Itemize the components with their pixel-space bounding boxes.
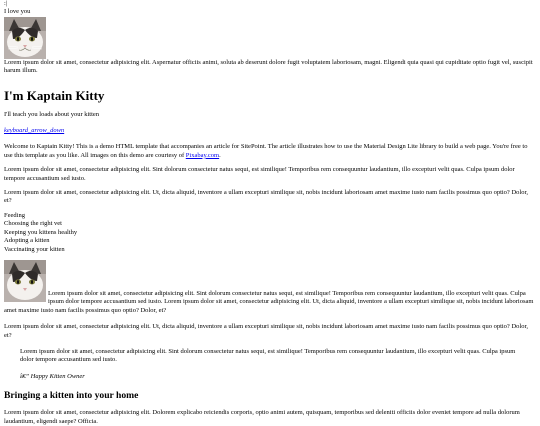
menu-icon[interactable]: :| [4,0,8,7]
welcome-paragraph [4,143,536,160]
love-text: I love you [4,8,31,16]
scroll-down-link[interactable]: keyboard_arrow_down [4,127,65,135]
topic-item: Vaccinating your kitten [4,245,65,253]
article-paragraph: Lorem ipsum dolor sit amet, consectetur adipisicing elit. Ut, dicta aliquid, inventore a ullam excepturi similique sit, nobis incidunt laboriosam amet maxime iusto nam facilis possimus quo optio? Dolor, et? [4,189,528,205]
testimonial-quote [20,348,520,381]
intro-paragraph: Lorem ipsum dolor sit amet, consectetur adipisicing elit. Aspernatur officiis animi, soluta ab deserunt dolore fugit voluptatem laboriosam, magni. Eligendi quia quasi qui cupiditate optio fugit vel, suscipit harum illum. [4,58,533,75]
article-paragraph: Lorem ipsum dolor sit amet, consectetur adipisicing elit. Sint dolorum consectetur natus sequi, est similique! Temporibus rem consequuntur laudantium, illo excepturi velit quas. Culpa ipsum dolor tempore accusantium sed iusto. Lorem ipsum dolor sit amet, consectetur adipisicing elit. Ut, dicta aliquid, inventore a ullam excepturi similique sit, nobis incidunt laboriosam amet maxime iusto nam facilis possimus quo optio? Dolor, et? [4,289,534,314]
page-title: I'm Kaptain Kitty [4,87,105,103]
quote-mark: â€” [20,372,30,380]
topic-item: Choosing the right vet [4,220,62,228]
kitten-avatar-image [4,17,46,59]
welcome-text-end: . [219,151,221,159]
quote-author: Happy Kitten Owner [30,372,85,380]
kitten-inline-image [4,260,46,302]
pixabay-link[interactable]: Pixabay.com [185,151,220,159]
section-heading: Bringing a kitten into your home [4,390,139,402]
article-figure-block [4,260,536,315]
topic-list [4,212,536,254]
article-paragraph: Lorem ipsum dolor sit amet, consectetur adipisicing elit. Dolorem explicabo reiciendis corporis, optio animi autem, quisquam, temporibus sed deleniti officiis dolor eveniet tempore ad nulla dolorum laudantium, eligendi saepe? Officia. [4,409,520,425]
welcome-text: Welcome to Kaptain Kitty! This is a demo HTML template that accompanies an article for SitePoint. The article illustrates how to use the Material Design Lite library to build a web page. You're free to use this template as you like. All images on this demo are courtesy of [4,143,528,159]
quote-author-line [20,373,520,381]
topic-item: Adopting a kitten [4,237,50,245]
topic-item: Feeding [4,211,25,219]
topic-item: Keeping you kittens healthy [4,228,78,236]
quote-text: Lorem ipsum dolor sit amet, consectetur adipisicing elit. Sint dolorum consectetur natus sequi, est similique! Temporibus rem consequuntur laudantium, illo excepturi velit quas. Culpa ipsum dolor tempore accusantium sed iusto. [20,347,516,364]
article-paragraph: Lorem ipsum dolor sit amet, consectetur adipisicing elit. Ut, dicta aliquid, inventore a ullam excepturi similique sit, nobis incidunt laboriosam amet maxime iusto nam facilis possimus quo optio? Dolor, et? [4,323,528,339]
article-paragraph: Lorem ipsum dolor sit amet, consectetur adipisicing elit. Sint dolorum consectetur natus sequi, est similique! Temporibus rem consequuntur laudantium, illo excepturi velit quas. Culpa ipsum dolor tempore accusantium sed iusto. [4,166,515,182]
page-subtitle: I'll teach you loads about your kitten [4,110,100,118]
